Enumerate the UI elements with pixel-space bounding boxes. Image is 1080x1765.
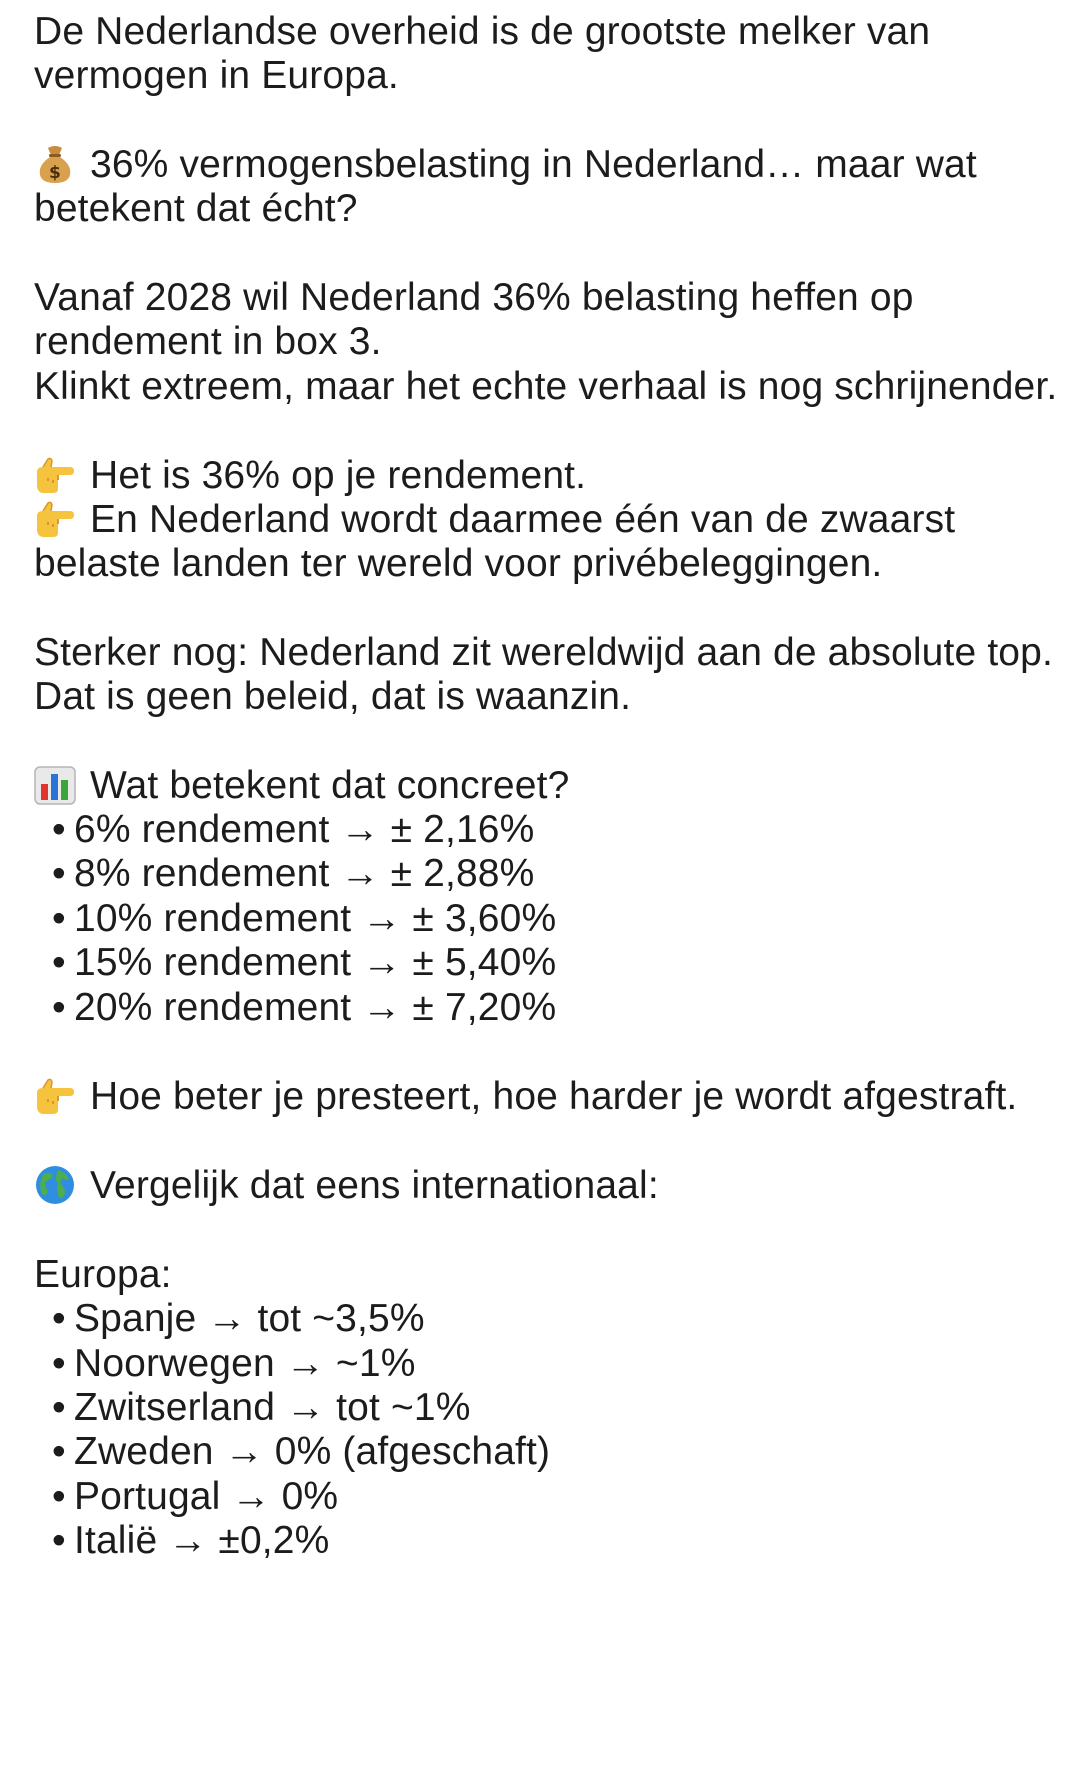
list-item <box>52 1383 471 1433</box>
point-text: En Nederland wordt daarmee één van de zwaarst <box>90 498 956 541</box>
bullet: • <box>52 1386 66 1429</box>
intro-line: vermogen in Europa. <box>34 54 399 97</box>
list-item-text: 8% rendement → ± 2,88% <box>74 852 535 895</box>
list-item-text: Spanje → tot ~3,5% <box>74 1297 425 1340</box>
punished-line <box>34 1072 1017 1122</box>
svg-text:$: $ <box>49 163 61 183</box>
list-item <box>52 894 556 944</box>
heading-text: 36% vermogensbelasting in Nederland… maar wat <box>90 143 977 186</box>
pointing-hand-icon <box>34 498 76 540</box>
bar-chart-icon <box>34 764 76 806</box>
list-item-text: Noorwegen → ~1% <box>74 1342 416 1385</box>
list-item <box>52 1339 416 1389</box>
list-item-text: Portugal → 0% <box>74 1475 339 1518</box>
bullet: • <box>52 852 66 895</box>
concrete-title <box>34 761 569 811</box>
bullet: • <box>52 1475 66 1518</box>
list-item <box>52 983 556 1033</box>
paragraph-line: rendement in box 3. <box>34 320 382 363</box>
list-item <box>52 1516 329 1566</box>
list-item-text: Zwitserland → tot ~1% <box>74 1386 471 1429</box>
bullet: • <box>52 1519 66 1562</box>
globe-icon <box>34 1164 76 1206</box>
list-item-text: 10% rendement → ± 3,60% <box>74 897 557 940</box>
point-text: Het is 36% op je rendement. <box>90 454 587 497</box>
list-item <box>52 1427 550 1477</box>
list-item <box>52 938 556 988</box>
list-item-text: 20% rendement → ± 7,20% <box>74 986 557 1029</box>
list-item <box>52 805 534 855</box>
intro-line: De Nederlandse overheid is de grootste melker van <box>34 10 931 53</box>
list-item-text: Zweden → 0% (afgeschaft) <box>74 1430 551 1473</box>
list-item <box>52 1472 338 1522</box>
paragraph-line: Vanaf 2028 wil Nederland 36% belasting heffen op <box>34 276 914 319</box>
bullet: • <box>52 897 66 940</box>
bullet: • <box>52 1297 66 1340</box>
pointing-hand-icon <box>34 1075 76 1117</box>
list-item-text: Italië → ±0,2% <box>74 1519 330 1562</box>
point-line <box>34 495 955 545</box>
list-item-text: 15% rendement → ± 5,40% <box>74 941 557 984</box>
compare-line <box>34 1161 659 1211</box>
europe-title: Europa: <box>34 1253 172 1296</box>
heading-line: betekent dat écht? <box>34 187 358 230</box>
paragraph-line: Klinkt extreem, maar het echte verhaal is nog schrijnender. <box>34 365 1058 408</box>
paragraph-line: Sterker nog: Nederland zit wereldwijd aan de absolute top. <box>34 631 1053 674</box>
list-item <box>52 1294 425 1344</box>
pointing-hand-icon <box>34 454 76 496</box>
paragraph-line: Dat is geen beleid, dat is waanzin. <box>34 675 632 718</box>
concrete-title-text: Wat betekent dat concreet? <box>90 764 570 807</box>
heading-line <box>34 140 977 190</box>
list-item <box>52 849 534 899</box>
bullet: • <box>52 986 66 1029</box>
bullet: • <box>52 1430 66 1473</box>
money-bag-icon <box>34 143 76 185</box>
point-line: belaste landen ter wereld voor privébeleggingen. <box>34 542 883 585</box>
list-item-text: 6% rendement → ± 2,16% <box>74 808 535 851</box>
bullet: • <box>52 941 66 984</box>
compare-text: Vergelijk dat eens internationaal: <box>90 1164 659 1207</box>
punished-text: Hoe beter je presteert, hoe harder je wordt afgestraft. <box>90 1075 1018 1118</box>
bullet: • <box>52 808 66 851</box>
bullet: • <box>52 1342 66 1385</box>
point-line <box>34 451 586 501</box>
